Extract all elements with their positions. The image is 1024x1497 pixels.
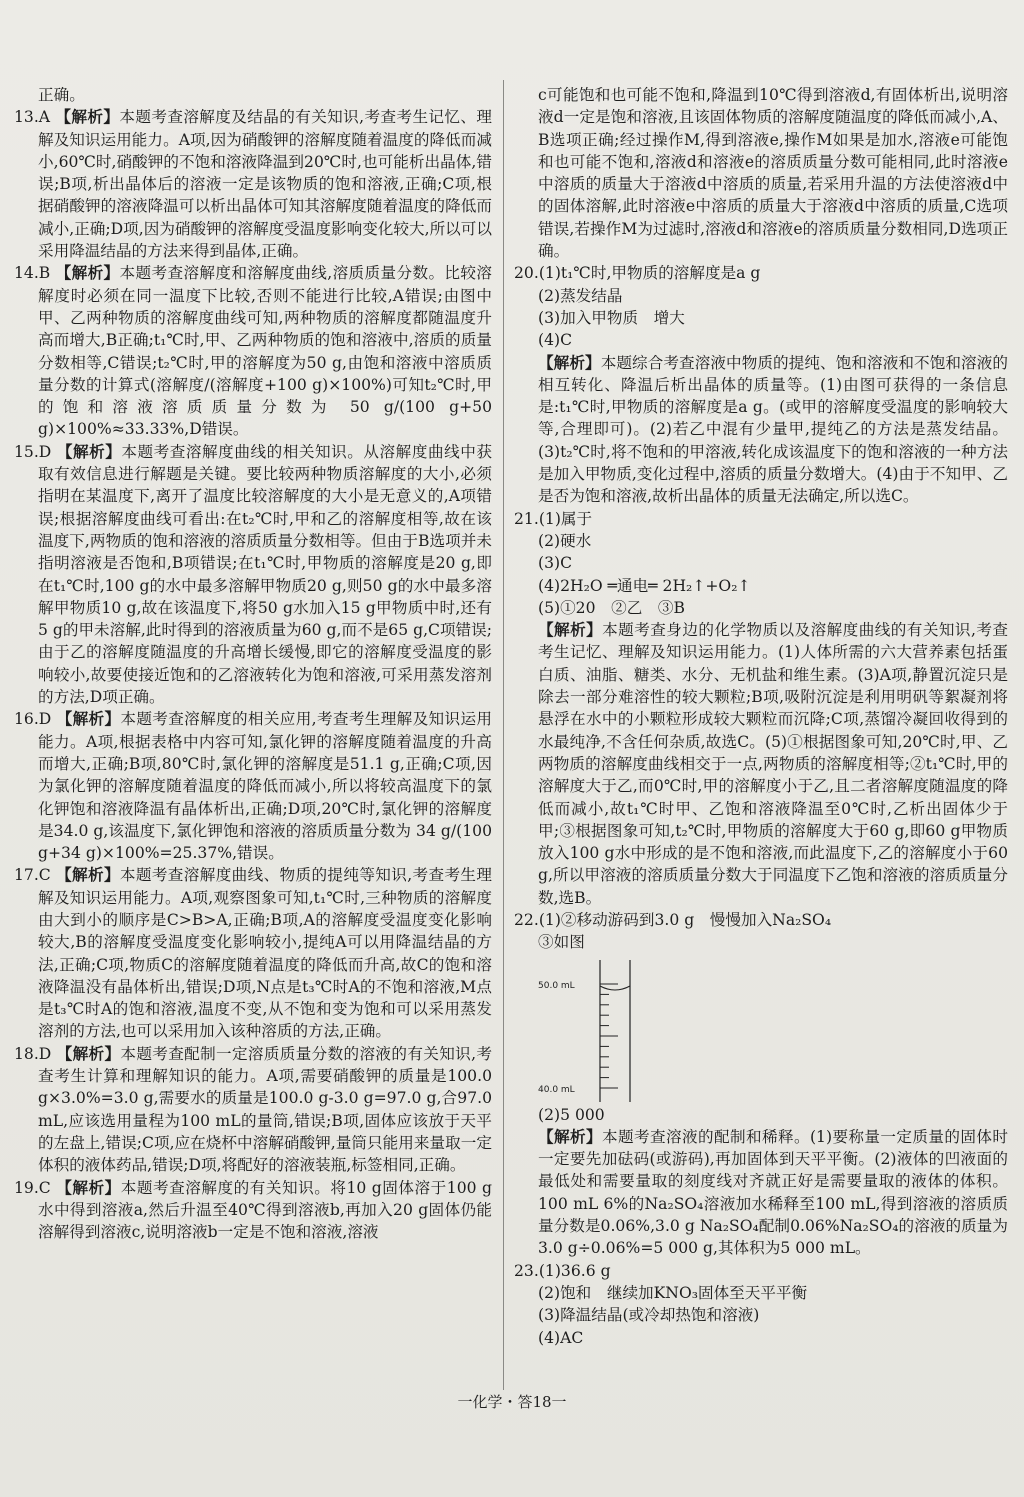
answer-text: 本题考查溶解度和溶解度曲线,溶质质量分数。比较溶解度时必须在同一温度下比较,否则不能进行比较,A错误;由图中甲、乙两种物质的溶解度曲线可知,两种物质的溶解度都随温度升高而增大,B正确;t₁℃时,甲、乙两种物质的饱和溶液中,溶质的质量分数相等,C错误;t₂℃时,甲的溶解度为50 g,由饱和溶液中溶质质量分数的计算式(溶解度/(溶解度+100 g)×100%)可知t₂℃时,甲的饱和溶液溶质质量分数为 50 g/(100 g+50 g)×100%≈33.33%,D错误。: [38, 264, 492, 439]
sub-answer: [514, 597, 1008, 619]
question-answer: [14, 106, 492, 262]
answer-text: 本题考查溶解度的有关知识。将10 g固体溶于100 g水中得到溶液a,然后升温至40℃得到溶液b,再加入20 g固体仍能溶解得到溶液c,说明溶液b一定是不饱和溶液,溶液: [38, 1178, 492, 1242]
question-number: 16.D: [14, 710, 52, 729]
analysis-tag: 【解析】: [56, 441, 122, 461]
question-number: 19.C: [14, 1178, 51, 1197]
continued-text-body: c可能饱和也可能不饱和,降温到10℃得到溶液d,有固体析出,说明溶液d一定是饱和溶液,且该固体物质的溶解度随温度的降低而减小,A、B选项正确;经过操作M,得到溶液e,操作M如果是加水,溶液e可能饱和也可能不饱和,溶液d和溶液e的溶质质量分数可能相同,此时溶液e中溶质的质量大于溶液d中溶质的质量,若采用升温的方法使溶液d中的固体溶解,此时溶液e中溶质的质量大于溶液d中溶质的质量,C选项错误,若操作M为过滤时,溶液d和溶液e的溶质质量分数相同,D选项正确。: [538, 86, 1008, 261]
question-answer: [14, 1177, 492, 1244]
answer-text: 本题考查溶解度曲线的相关知识。从溶解度曲线中获取有效信息进行解题是关键。要比较两种物质溶解度的大小,必须指明在某温度下,离开了温度比较溶解度的大小是无意义的,A项错误;根据溶解度曲线可看出:在t₂℃时,甲和乙的溶解度相等,故在该温度下,两物质的饱和溶液的溶质质量分数相等。但由于B选项并未指明溶液是否饱和,B项错误;在t₁℃时,甲物质的溶解度是20 g,即在t₁℃时,100 g的水中最多溶解甲物质20 g,则50 g的水中最多溶解甲物质10 g,故在该温度下,将50 g水加入15 g甲物质中时,还有5 g的甲未溶解,此时得到的溶液质量为60 g,而不是65 g,C项错误;由于乙的溶解度随温度的升高增长缓慢,即它的溶解度受温度的影响较小,故要使接近饱和的乙溶液转化为饱和溶液,可采用蒸发溶剂的方法,D项正确。: [38, 442, 492, 707]
sub-answer-text: ③如图: [538, 933, 585, 952]
question-answer: [14, 441, 492, 709]
sub-answer-text: (3)加入甲物质 增大: [538, 308, 685, 327]
page-footer: 一化学・答18一: [457, 1393, 567, 1411]
answer-text: (1)36.6 g: [538, 1261, 611, 1280]
analysis-tag: 【解析】: [538, 352, 601, 372]
question-answer: [514, 1260, 1008, 1282]
analysis-tag: 【解析】: [538, 1126, 602, 1146]
sub-answer: [514, 575, 1008, 597]
sub-answer-text: (2)5 000: [538, 1105, 605, 1124]
question-answer: [514, 909, 1008, 931]
sub-answer-text: (2)蒸发结晶: [538, 286, 623, 305]
sub-answer-text: (3)降温结晶(或冷却热饱和溶液): [538, 1306, 760, 1325]
continued-text: [14, 84, 492, 106]
question-answer: [14, 864, 492, 1042]
scale-label-top: 50.0 mL: [538, 980, 575, 991]
question-number: 20.: [514, 264, 539, 283]
sub-answer: [514, 1304, 1008, 1326]
question-number: 23.: [514, 1261, 539, 1280]
sub-answer-text: (2)饱和 继续加KNO₃固体至天平平衡: [538, 1283, 808, 1302]
answer-text: 本题考查溶解度曲线、物质的提纯等知识,考查考生理解及知识运用能力。A项,观察图象可知,t₁℃时,三种物质的溶解度由大到小的顺序是C>B>A,正确;B项,A的溶解度受温度变化影响较大,B的溶解度受温度变化影响较小,提纯A可以用降温结晶的方法,正确;C项,物质C的溶解度随着温度的降低而升高,故C的饱和溶液降温没有晶体析出,错误;D项,N点是t₃℃时A的不饱和溶液,M点是t₃℃时A的饱和溶液,温度不变,从不饱和变为饱和可以采用蒸发溶剂的方法,也可以采用加入该种溶质的方法,正确。: [38, 866, 492, 1041]
sub-answer-text: (4)C: [538, 331, 573, 350]
analysis-tag: 【解析】: [56, 1177, 121, 1197]
question-number: 15.D: [14, 442, 52, 461]
question-answer: [514, 262, 1008, 284]
analysis-paragraph: [514, 619, 1008, 909]
sub-answer-text: (2)硬水: [538, 531, 592, 550]
analysis-tag: 【解析】: [56, 865, 120, 885]
answer-text: (1)属于: [538, 509, 593, 528]
sub-answer: [514, 329, 1008, 351]
question-number: 22.: [514, 910, 539, 929]
analysis-tag: 【解析】: [56, 709, 121, 729]
sub-answer: [514, 1282, 1008, 1304]
sub-answer-text: (4)AC: [538, 1328, 584, 1347]
liquid-meniscus: [600, 986, 630, 990]
sub-answer: [514, 552, 1008, 574]
analysis-paragraph: [514, 1126, 1008, 1260]
analysis-paragraph: [514, 352, 1008, 508]
cylinder-svg: [538, 954, 658, 1104]
question-number: 21.: [514, 509, 539, 528]
continued-text: [514, 84, 1008, 262]
analysis-tag: 【解析】: [56, 1043, 121, 1063]
analysis-text: 本题考查身边的化学物质以及溶解度曲线的有关知识,考查考生记忆、理解及知识运用能力。(1)人体所需的六大营养素包括蛋白质、油脂、糖类、水分、无机盐和维生素。(3)A项,静置沉淀只是除去一部分难溶性的较大颗粒;B项,吸附沉淀是利用明矾等絮凝剂将悬浮在水中的小颗粒形成较大颗粒而沉降;C项,蒸馏冷凝回收得到的水最纯净,不含任何杂质,故选C。(5)①根据图象可知,20℃时,甲、乙两物质的溶解度曲线相交于一点,两物质的溶解度相等;②t₁℃时,甲的溶解度大于乙,而0℃时,甲的溶解度小于乙,且二者溶解度随温度的降低而减小,故t₁℃时甲、乙饱和溶液降温至0℃时,乙析出固体少于甲;③根据图象可知,t₂℃时,甲物质的溶解度大于60 g,即60 g甲物质放入100 g水中形成的是不饱和溶液,而此温度下,乙的溶解度小于60 g,所以甲溶液的溶质质量分数大于同温度下乙饱和溶液的溶质质量分数,选B。: [538, 621, 1008, 907]
question-number: 14.B: [14, 264, 51, 283]
sub-answer: [514, 1327, 1008, 1349]
question-answer: [14, 708, 492, 864]
sub-answer-text: (3)C: [538, 554, 573, 573]
sub-answer: [514, 1104, 1008, 1126]
sub-answer-text: (5)①20 ②乙 ③B: [538, 598, 685, 617]
question-number: 18.D: [14, 1044, 52, 1063]
sub-answer: [514, 931, 1008, 953]
sub-answer: [514, 307, 1008, 329]
question-answer: [14, 262, 492, 440]
question-number: 13.A: [14, 108, 51, 127]
right-column: [514, 84, 1008, 1349]
question-number: 17.C: [14, 866, 51, 885]
answer-text: 本题考查溶解度及结晶的有关知识,考查考生记忆、理解及知识运用能力。A项,因为硝酸钾的溶解度随着温度的降低而减小,60℃时,硝酸钾的不饱和溶液降温到20℃时,也可能析出晶体,错误;B项,析出晶体后的溶液一定是该物质的饱和溶液,正确;C项,根据硝酸钾的溶液降温可以析出晶体可知其溶解度随着温度的降低而减小,正确;D项,因为硝酸钾的溶解度受温度影响变化较大,所以可以采用降温结晶的方法来得到晶体,正确。: [38, 108, 492, 261]
question-answer: [514, 508, 1008, 530]
analysis-text: 本题综合考查溶液中物质的提纯、饱和溶液和不饱和溶液的相互转化、降温后析出晶体的质量等。(1)由图可获得的一条信息是:t₁℃时,甲物质的溶解度是a g。(或甲的溶解度受温度的影响较大等,合理即可)。(2)若乙中混有少量甲,提纯乙的方法是蒸发结晶。(3)t₂℃时,将不饱和的甲溶液,转化成该温度下的饱和溶液的一种方法是加入甲物质,变化过程中,溶质的质量分数增大。(4)由于不知甲、乙是否为饱和溶液,故析出晶体的质量无法确定,所以选C。: [538, 353, 1008, 506]
answer-text: 本题考查溶解度的相关应用,考查考生理解及知识运用能力。A项,根据表格中内容可知,氯化钾的溶解度随着温度的升高而增大,正确;B项,80℃时,氯化钾的溶解度是51.1 g,正确;C项,因为氯化钾的溶解度随着温度的降低而减小,所以将较高温度下的氯化钾饱和溶液降温有晶体析出,正确;D项,20℃时,氯化钾的溶解度是34.0 g,该温度下,氯化钾饱和溶液的溶质质量分数为 34 g/(100 g+34 g)×100%=25.37%,错误。: [38, 710, 492, 863]
analysis-tag: 【解析】: [538, 620, 603, 640]
analysis-tag: 【解析】: [55, 107, 120, 127]
answer-text: (1)t₁℃时,甲物质的溶解度是a g: [538, 264, 761, 283]
answer-text: 本题考查配制一定溶质质量分数的溶液的有关知识,考查考生计算和理解知识的能力。A项,需要硝酸钾的质量是100.0 g×3.0%=3.0 g,需要水的质量是100.0 g-3.0 g=97.0 g,合97.0 mL,应该选用量程为100 mL的量筒,错误;B项,固体应该放于天平的左盘上,错误;C项,应在烧杯中溶解硝酸钾,量筒只能用来量取一定体积的液体药品,错误;D项,将配好的溶液装瓶,标签相同,正确。: [38, 1044, 492, 1175]
sub-answer: [514, 285, 1008, 307]
question-answer: [14, 1043, 492, 1177]
analysis-tag: 【解析】: [55, 263, 120, 283]
continued-text-body: 正确。: [38, 86, 85, 104]
graduated-cylinder-figure: [514, 954, 1008, 1104]
column-divider: [503, 80, 504, 1390]
answer-text: (1)②移动游码到3.0 g 慢慢加入Na₂SO₄: [538, 910, 832, 929]
left-column: [14, 84, 492, 1243]
sub-answer: [514, 530, 1008, 552]
sub-answer-text: (4)2H₂O ═通电═ 2H₂↑+O₂↑: [538, 576, 751, 595]
analysis-text: 本题考查溶液的配制和稀释。(1)要称量一定质量的固体时一定要先加砝码(或游码),再加固体到天平平衡。(2)液体的凹液面的最低处和需要量取的刻度线对齐就正好是需要量取的液体的体积。100 mL 6%的Na₂SO₄溶液加水稀释至100 mL,得到溶液的溶质质量分数是0.06%,3.0 g Na₂SO₄配制0.06%Na₂SO₄的溶液的质量为3.0 g÷0.06%=5 000 g,其体积为5 000 mL。: [538, 1127, 1008, 1258]
scale-label-bottom: 40.0 mL: [538, 1084, 575, 1095]
